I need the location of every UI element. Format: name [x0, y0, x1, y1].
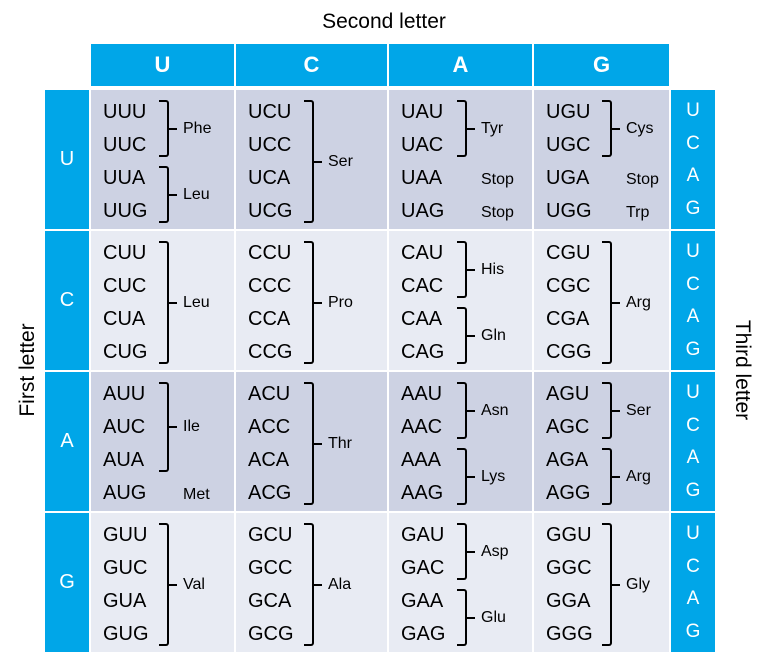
- second-letter-header-u: U: [91, 44, 234, 86]
- codon: CGC: [546, 275, 591, 297]
- bracket-tick: [467, 476, 475, 478]
- codon-cell-gu: [91, 513, 234, 652]
- codon-cell-au: [91, 372, 234, 511]
- amino-acid-label: Cys: [626, 119, 654, 137]
- codon: GAU: [401, 524, 445, 546]
- bracket-tick: [612, 128, 620, 130]
- codon-cell-uc: [236, 90, 387, 229]
- first-letter-header-a: A: [45, 372, 89, 511]
- bracket-tick: [612, 476, 620, 478]
- bracket-tick: [467, 128, 475, 130]
- codon: GGG: [546, 623, 593, 645]
- codon: GCA: [248, 590, 292, 612]
- first-letter-title: First letter: [16, 323, 39, 417]
- bracket: [304, 523, 314, 646]
- amino-acid-label: Phe: [183, 119, 212, 137]
- codon: AAA: [401, 449, 442, 471]
- bracket: [457, 307, 467, 364]
- bracket-tick: [612, 410, 620, 412]
- codon: ACC: [248, 416, 291, 438]
- codon: CGA: [546, 308, 590, 330]
- codon: AUC: [103, 416, 146, 438]
- codon: UUA: [103, 167, 146, 189]
- amino-acid-label: Leu: [183, 185, 210, 203]
- second-letter-header-g: G: [534, 44, 669, 86]
- codon: UAC: [401, 134, 444, 156]
- codon: CGU: [546, 242, 591, 264]
- third-letter-c: C: [686, 132, 700, 154]
- codon: UCC: [248, 134, 292, 156]
- codon: CUC: [103, 275, 147, 297]
- second-letter-header-c: C: [236, 44, 387, 86]
- codon: ACU: [248, 383, 291, 405]
- amino-acid-label: Arg: [626, 293, 651, 311]
- codon: UGA: [546, 167, 590, 189]
- amino-acid-label: Gly: [626, 575, 650, 593]
- codon: GAA: [401, 590, 444, 612]
- bracket: [159, 523, 169, 646]
- third-letter-g: G: [685, 339, 701, 361]
- amino-acid-label: Arg: [626, 467, 651, 485]
- amino-acid-label: Stop: [481, 171, 514, 188]
- codon: AGG: [546, 482, 591, 504]
- first-letter-header-u: U: [45, 90, 89, 229]
- codon: GCU: [248, 524, 293, 546]
- bracket: [457, 241, 467, 298]
- codon: UUC: [103, 134, 147, 156]
- bracket-tick: [169, 584, 177, 586]
- codon: AAG: [401, 482, 444, 504]
- codon: UAA: [401, 167, 443, 189]
- codon: ACA: [248, 449, 290, 471]
- third-letter-title: Third letter: [731, 319, 754, 421]
- bracket: [602, 523, 612, 646]
- bracket: [457, 589, 467, 646]
- bracket: [602, 382, 612, 439]
- codon: CUU: [103, 242, 147, 264]
- codon: CAC: [401, 275, 444, 297]
- codon: UAU: [401, 101, 444, 123]
- amino-acid-label: Glu: [481, 608, 506, 626]
- bracket-tick: [169, 194, 177, 196]
- codon-cell-gc: [236, 513, 387, 652]
- codon-cell-aa: [389, 372, 532, 511]
- third-letter-u: U: [686, 240, 700, 262]
- third-letter-column: [671, 513, 715, 652]
- third-letter-a: A: [686, 447, 700, 469]
- codon: GUC: [103, 557, 148, 579]
- first-letter-header-g: G: [45, 513, 89, 652]
- amino-acid-label: Pro: [328, 293, 353, 311]
- bracket-tick: [467, 335, 475, 337]
- codon: CAU: [401, 242, 444, 264]
- codon-cell-gg: [534, 513, 669, 652]
- amino-acid-label: His: [481, 260, 505, 278]
- codon: GUA: [103, 590, 147, 612]
- bracket-tick: [314, 302, 322, 304]
- codon: AUA: [103, 449, 145, 471]
- codon-cell-ug: [534, 90, 669, 229]
- third-letter-column: [671, 372, 715, 511]
- bracket-tick: [467, 269, 475, 271]
- bracket-tick: [314, 443, 322, 445]
- codon: UAG: [401, 200, 445, 222]
- codon: CCG: [248, 341, 293, 363]
- bracket: [457, 448, 467, 505]
- bracket-tick: [612, 584, 620, 586]
- codon: GGA: [546, 590, 591, 612]
- second-letter-header-a: A: [389, 44, 532, 86]
- bracket: [602, 241, 612, 364]
- codon-cell-cc: [236, 231, 387, 370]
- third-letter-g: G: [685, 621, 701, 643]
- codon: CCA: [248, 308, 291, 330]
- codon: AUU: [103, 383, 146, 405]
- amino-acid-label: Thr: [328, 434, 352, 452]
- bracket: [304, 382, 314, 505]
- amino-acid-label: Stop: [626, 171, 659, 188]
- third-letter-a: A: [686, 165, 700, 187]
- codon-cell-ag: [534, 372, 669, 511]
- amino-acid-label: Asn: [481, 401, 509, 419]
- second-letter-title: Second letter: [322, 10, 446, 33]
- third-letter-c: C: [686, 414, 700, 436]
- amino-acid-label: Gln: [481, 326, 506, 344]
- amino-acid-label: Asp: [481, 542, 509, 560]
- codon: UCG: [248, 200, 293, 222]
- third-letter-g: G: [685, 198, 701, 220]
- codon: UCU: [248, 101, 292, 123]
- codon: UGG: [546, 200, 592, 222]
- codon: ACG: [248, 482, 292, 504]
- bracket-tick: [169, 426, 177, 428]
- codon: AGA: [546, 449, 589, 471]
- first-letter-header-c: C: [45, 231, 89, 370]
- bracket-tick: [169, 128, 177, 130]
- codon: GCG: [248, 623, 294, 645]
- bracket-tick: [467, 617, 475, 619]
- bracket-tick: [612, 302, 620, 304]
- amino-acid-label: Val: [183, 575, 205, 593]
- bracket: [159, 100, 169, 157]
- bracket-tick: [314, 161, 322, 163]
- amino-acid-label: Ser: [328, 152, 353, 170]
- codon: GAG: [401, 623, 446, 645]
- codon-cell-ga: [389, 513, 532, 652]
- codon: CAG: [401, 341, 445, 363]
- codon: GGU: [546, 524, 592, 546]
- amino-acid-label: Stop: [481, 204, 514, 221]
- bracket: [159, 166, 169, 223]
- amino-acid-label: Lys: [481, 467, 506, 485]
- codon-cell-ua: [389, 90, 532, 229]
- codon: GCC: [248, 557, 293, 579]
- codon: UGC: [546, 134, 591, 156]
- amino-acid-label: Tyr: [481, 119, 504, 137]
- third-letter-column: [671, 90, 715, 229]
- bracket: [159, 241, 169, 364]
- codon-cell-ca: [389, 231, 532, 370]
- bracket: [602, 100, 612, 157]
- bracket: [457, 382, 467, 439]
- codon: GUG: [103, 623, 149, 645]
- bracket: [304, 100, 314, 223]
- codon: UGU: [546, 101, 591, 123]
- bracket: [159, 382, 169, 472]
- codon: AAC: [401, 416, 443, 438]
- codon: CAA: [401, 308, 443, 330]
- codon: CGG: [546, 341, 592, 363]
- codon: UUG: [103, 200, 148, 222]
- third-letter-a: A: [686, 306, 700, 328]
- codon: CCU: [248, 242, 292, 264]
- codon: AGU: [546, 383, 590, 405]
- codon: UUU: [103, 101, 147, 123]
- bracket-tick: [314, 584, 322, 586]
- bracket: [602, 448, 612, 505]
- codon: AAU: [401, 383, 443, 405]
- bracket: [457, 523, 467, 580]
- codon-cell-ac: [236, 372, 387, 511]
- amino-acid-label: Ile: [183, 418, 200, 435]
- codon-cell-cg: [534, 231, 669, 370]
- amino-acid-label: Met: [183, 486, 210, 503]
- codon: AUG: [103, 482, 147, 504]
- bracket-tick: [467, 551, 475, 553]
- codon: GGC: [546, 557, 592, 579]
- third-letter-c: C: [686, 273, 700, 295]
- codon: CUA: [103, 308, 146, 330]
- third-letter-u: U: [686, 381, 700, 403]
- third-letter-u: U: [686, 522, 700, 544]
- codon: CUG: [103, 341, 148, 363]
- amino-acid-label: Leu: [183, 293, 210, 311]
- codon-cell-cu: [91, 231, 234, 370]
- codon: GUU: [103, 524, 148, 546]
- bracket-tick: [169, 302, 177, 304]
- bracket: [304, 241, 314, 364]
- third-letter-a: A: [686, 588, 700, 610]
- bracket-tick: [467, 410, 475, 412]
- third-letter-g: G: [685, 480, 701, 502]
- codon: UCA: [248, 167, 291, 189]
- codon: CCC: [248, 275, 292, 297]
- codon: AGC: [546, 416, 590, 438]
- third-letter-column: [671, 231, 715, 370]
- third-letter-u: U: [686, 99, 700, 121]
- bracket: [457, 100, 467, 157]
- codon: GAC: [401, 557, 445, 579]
- amino-acid-label: Ser: [626, 401, 651, 419]
- codon-cell-uu: [91, 90, 234, 229]
- third-letter-c: C: [686, 555, 700, 577]
- amino-acid-label: Trp: [626, 204, 650, 221]
- amino-acid-label: Ala: [328, 575, 352, 593]
